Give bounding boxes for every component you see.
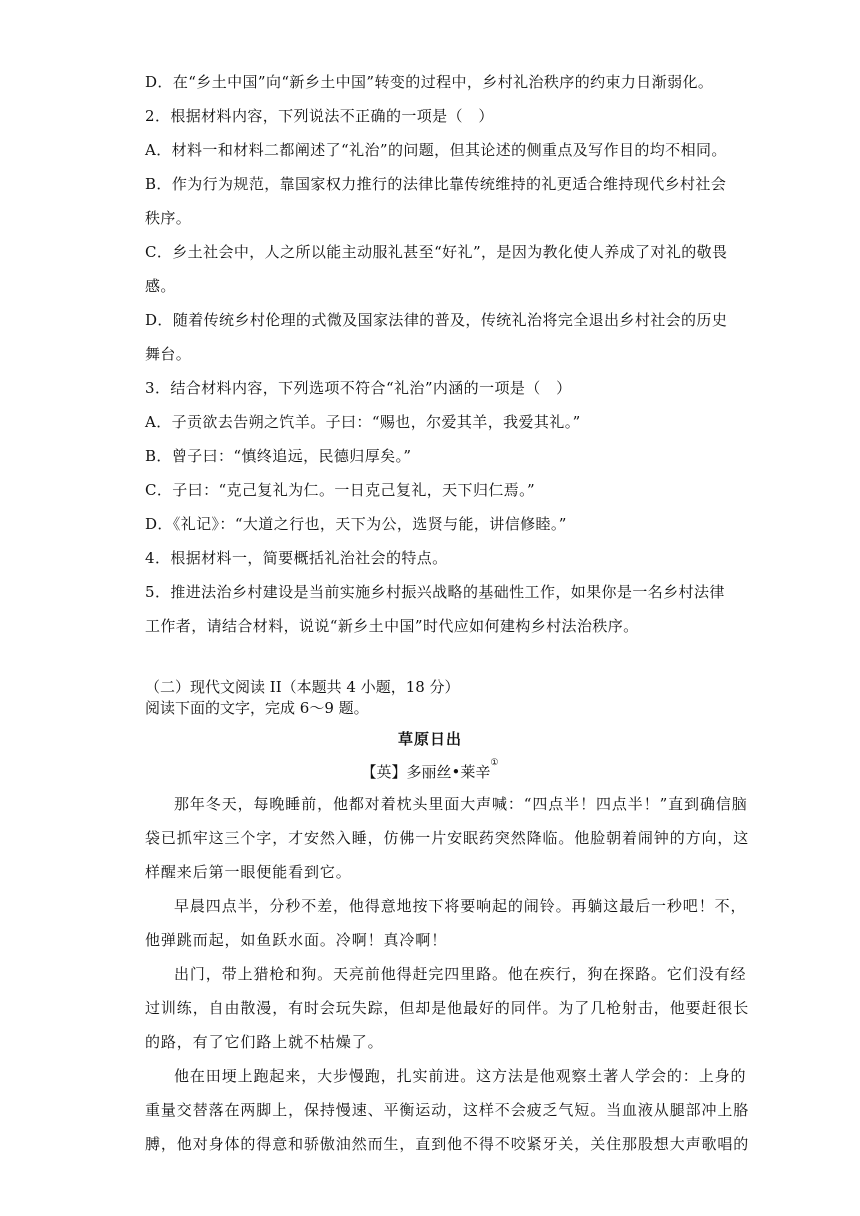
q2-option-a: A．材料一和材料二都阐述了“礼治”的问题，但其论述的侧重点及写作目的均不相同。 <box>145 141 727 159</box>
story-p1-line1: 那年冬天，每晚睡前，他都对着枕头里面大声喊：“四点半！四点半！”直到确信脑 <box>174 795 748 813</box>
q2-option-d-line2: 舞台。 <box>145 345 192 363</box>
q1-option-d: D．在“乡土中国”向“新乡土中国”转变的过程中，乡村礼治秩序的约束力日渐弱化。 <box>145 73 714 91</box>
q2-option-b-line1: B．作为行为规范，靠国家权力推行的法律比靠传统维持的礼更适合维持现代乡村社会 <box>145 175 727 193</box>
story-p3-line3: 的路，有了它们路上就不枯燥了。 <box>145 1033 384 1051</box>
story-p4-line2: 重量交替落在两脚上，保持慢速、平衡运动，这样不会疲乏气短。当血液从腿部冲上胳 <box>145 1101 750 1119</box>
story-author: 【英】多丽丝•莱辛 <box>361 763 491 781</box>
footnote-mark: ① <box>490 758 499 768</box>
story-title: 草原日出 <box>397 730 462 748</box>
q3-option-d: D．《礼记》：“大道之行也，天下为公，选贤与能，讲信修睦。” <box>145 515 567 533</box>
section-heading: （二）现代文阅读 II（本题共 4 小题，18 分） <box>145 678 460 696</box>
q5-stem-line1: 5．推进法治乡村建设是当前实施乡村振兴战略的基础性工作，如果你是一名乡村法律 <box>145 583 725 601</box>
q2-option-c-line2: 感。 <box>145 277 176 295</box>
story-p4-line3: 膊，他对身体的得意和骄傲油然而生，直到他不得不咬紧牙关，关住那股想大声歌唱的 <box>145 1135 750 1153</box>
q2-option-d-line1: D．随着传统乡村伦理的式微及国家法律的普及，传统礼治将完全退出乡村社会的历史 <box>145 311 728 329</box>
q2-option-c-line1: C．乡土社会中，人之所以能主动服礼甚至“好礼”，是因为教化使人养成了对礼的敬畏 <box>145 243 728 261</box>
story-author-line <box>0 758 860 782</box>
story-p1-line3: 样醒来后第一眼便能看到它。 <box>145 863 352 881</box>
q5-stem-line2: 工作者，请结合材料，说说“新乡土中国”时代应如何建构乡村法治秩序。 <box>145 617 639 635</box>
q3-option-a: A．子贡欲去告朔之饩羊。子曰：“赐也，尔爱其羊，我爱其礼。” <box>145 413 581 431</box>
q3-stem: 3．结合材料内容，下列选项不符合“礼治”内涵的一项是（ ） <box>145 379 572 397</box>
q2-option-b-line2: 秩序。 <box>145 209 192 227</box>
reading-instruction: 阅读下面的文字，完成 6～9 题。 <box>145 699 369 717</box>
q2-stem: 2．根据材料内容，下列说法不正确的一项是（ ） <box>145 107 494 125</box>
story-p4-line1: 他在田埂上跑起来，大步慢跑，扎实前进。这方法是他观察土著人学会的：上身的 <box>174 1067 747 1085</box>
q4-stem: 4．根据材料一，简要概括礼治社会的特点。 <box>145 549 448 567</box>
story-p1-line2: 袋已抓牢这三个字，才安然入睡，仿佛一片安眠药突然降临。他脸朝着闹钟的方向，这 <box>145 829 750 847</box>
story-p3-line2: 过训练，自由散漫，有时会玩失踪，但却是他最好的同伴。为了几枪射击，他要赶很长 <box>145 999 750 1017</box>
q3-option-b: B．曾子曰：“慎终追远，民德归厚矣。” <box>145 447 412 465</box>
story-p2-line1: 早晨四点半，分秒不差，他得意地按下将要响起的闹铃。再躺这最后一秒吧！不， <box>174 897 747 915</box>
story-p2-line2: 他弹跳而起，如鱼跃水面。冷啊！真冷啊！ <box>145 931 448 949</box>
story-p3-line1: 出门，带上猎枪和狗。天亮前他得赶完四里路。他在疾行，狗在探路。它们没有经 <box>174 965 747 983</box>
q3-option-c: C．子曰：“克己复礼为仁。一日克己复礼，天下归仁焉。” <box>145 481 536 499</box>
